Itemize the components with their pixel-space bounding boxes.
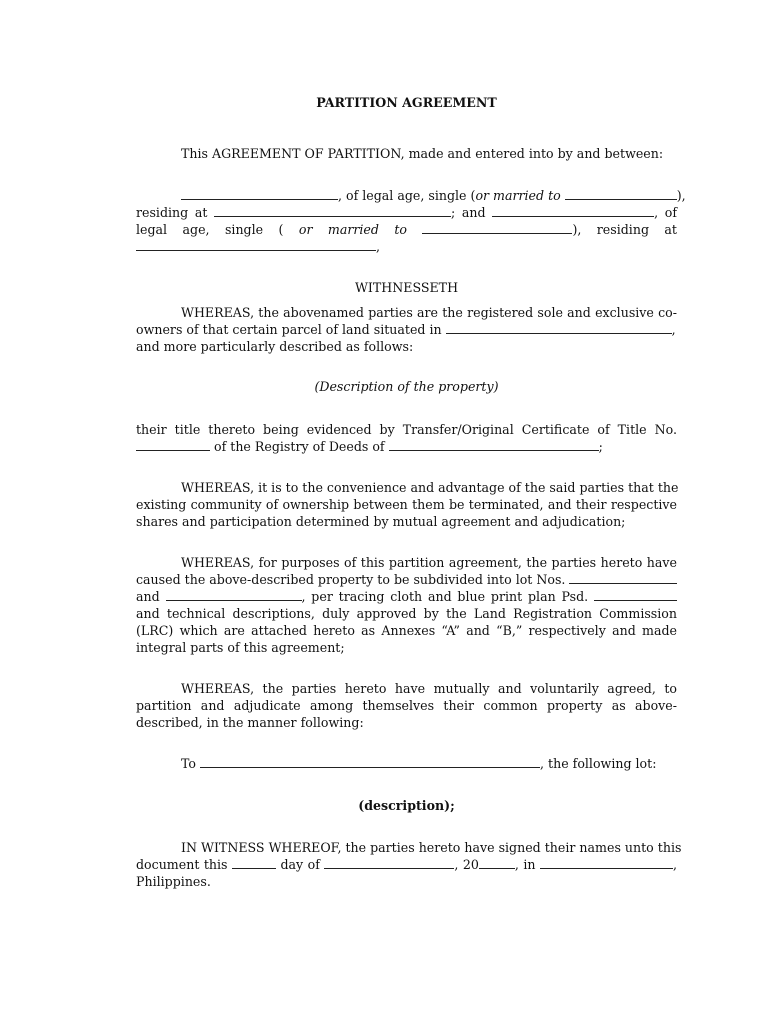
property-description-placeholder: (Description of the property) (314, 379, 499, 394)
spouse1-name-blank (565, 187, 677, 200)
lot-number-1-blank (569, 571, 677, 584)
party2-address-blank (136, 238, 376, 251)
spouse2-name-blank (422, 221, 572, 234)
land-location-blank (446, 321, 672, 334)
intro-paragraph: This AGREEMENT OF PARTITION, made and entered into by and between: (181, 146, 664, 161)
year-blank (479, 856, 515, 869)
parties-line-1: , of legal age, single (or married to ), (136, 187, 677, 204)
parties-line-4: , (136, 238, 677, 255)
recipient-name-blank (200, 755, 540, 768)
parties-line-3: legal age, single ( or married to ), residing at (136, 222, 677, 237)
adjudication-line: To , the following lot: (181, 756, 657, 771)
month-blank (324, 856, 454, 869)
witnesseth-heading: WITHNESSETH (354, 280, 459, 295)
day-blank (232, 856, 276, 869)
whereas-paragraph-2: WHEREAS, it is to the convenience and advantage of the said parties that the existing community of ownership between them be terminated, and their respective shares and participation determined by mutual agreement and adjudication; (136, 480, 679, 529)
party2-name-blank (492, 204, 654, 217)
plan-number-blank (594, 588, 677, 601)
parties-paragraph (136, 187, 686, 255)
title-number-blank (136, 438, 210, 451)
registry-location-blank (389, 438, 599, 451)
party1-name-blank (181, 187, 338, 200)
title-evidence-paragraph: their title thereto being evidenced by Transfer/Original Certificate of Title No. of the Registry of Deeds of ; (136, 422, 677, 454)
place-blank (540, 856, 673, 869)
witness-paragraph: IN WITNESS WHEREOF, the parties hereto have signed their names unto this document this day of , 20 , in , Philippines. (136, 840, 682, 889)
whereas-paragraph-4: WHEREAS, the parties hereto have mutually and voluntarily agreed, to partition and adjudicate among themselves their common property as above- described, in the manner following: (136, 681, 677, 730)
parties-line-2: residing at ; and , of (136, 205, 677, 220)
party1-address-blank (214, 204, 451, 217)
page-title: PARTITION AGREEMENT (316, 95, 497, 110)
lot-description-placeholder: (description); (358, 798, 455, 813)
lot-number-2-blank (166, 588, 302, 601)
whereas-paragraph-1: WHEREAS, the abovenamed parties are the registered sole and exclusive co- owners of that certain parcel of land situated in , and more particularly described as follows: (136, 305, 677, 354)
whereas-paragraph-3: WHEREAS, for purposes of this partition agreement, the parties hereto have caused the above-described property to be subdivided into lot Nos. and , per tracing cloth and blue print plan Psd. and technical descriptions, duly approved by the Land Registration Commission (LRC) which are attached hereto as Annexes “A” and “B,” respectively and made integral parts of this agreement; (136, 555, 677, 655)
